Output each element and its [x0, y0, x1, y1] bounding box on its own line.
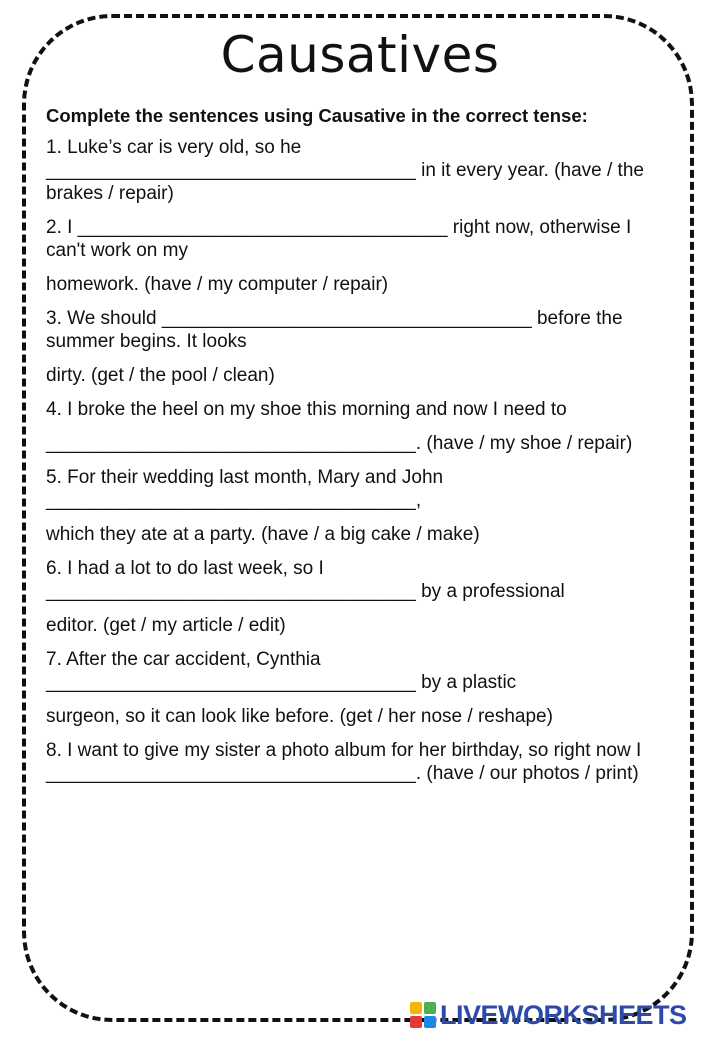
- exercise-line: homework. (have / my computer / repair): [46, 274, 389, 295]
- exercise-line: 7. After the car accident, Cynthia ___________________________________ by a plastic: [46, 649, 517, 693]
- exercise-line: 5. For their wedding last month, Mary and John ___________________________________,: [46, 467, 444, 511]
- exercise-item-2: [46, 216, 676, 296]
- exercise-line: which they ate at a party. (have / a big cake / make): [46, 524, 480, 545]
- exercise-item-3: [46, 307, 676, 387]
- exercise-line: 4. I broke the heel on my shoe this morning and now I need to: [46, 399, 567, 420]
- exercise-line: 8. I want to give my sister a photo album for her birthday, so right now I ___________________________________. (have / our photos / print): [46, 740, 642, 784]
- worksheet-title: Causatives: [220, 26, 500, 84]
- exercise-line: 3. We should ___________________________________ before the summer begins. It looks: [46, 308, 623, 352]
- exercise-line: 1. Luke’s car is very old, so he ___________________________________ in it every year. (have / the brakes / repair): [46, 137, 644, 204]
- exercise-line: 6. I had a lot to do last week, so I ___________________________________ by a professional: [46, 558, 565, 602]
- exercise-item-1: [46, 136, 676, 205]
- exercise-item-4: [46, 398, 676, 455]
- liveworksheets-logo: [410, 998, 687, 1032]
- logo-tiles-icon: [410, 1002, 436, 1028]
- exercise-item-5: [46, 466, 676, 546]
- exercise-line: 2. I ___________________________________ right now, otherwise I can't work on my: [46, 217, 632, 261]
- exercise-line: surgeon, so it can look like before. (get / her nose / reshape): [46, 706, 553, 727]
- exercise-item-8: [46, 739, 676, 785]
- instructions: Complete the sentences using Causative in the correct tense:: [46, 105, 588, 126]
- exercise-line: dirty. (get / the pool / clean): [46, 365, 275, 386]
- exercise-item-6: [46, 557, 676, 637]
- logo-text: LIVEWORKSHEETS: [440, 999, 687, 1030]
- exercise-item-7: [46, 648, 676, 728]
- exercise-line: ___________________________________. (have / my shoe / repair): [46, 433, 633, 454]
- worksheet-content: [46, 104, 676, 785]
- exercise-line: editor. (get / my article / edit): [46, 615, 286, 636]
